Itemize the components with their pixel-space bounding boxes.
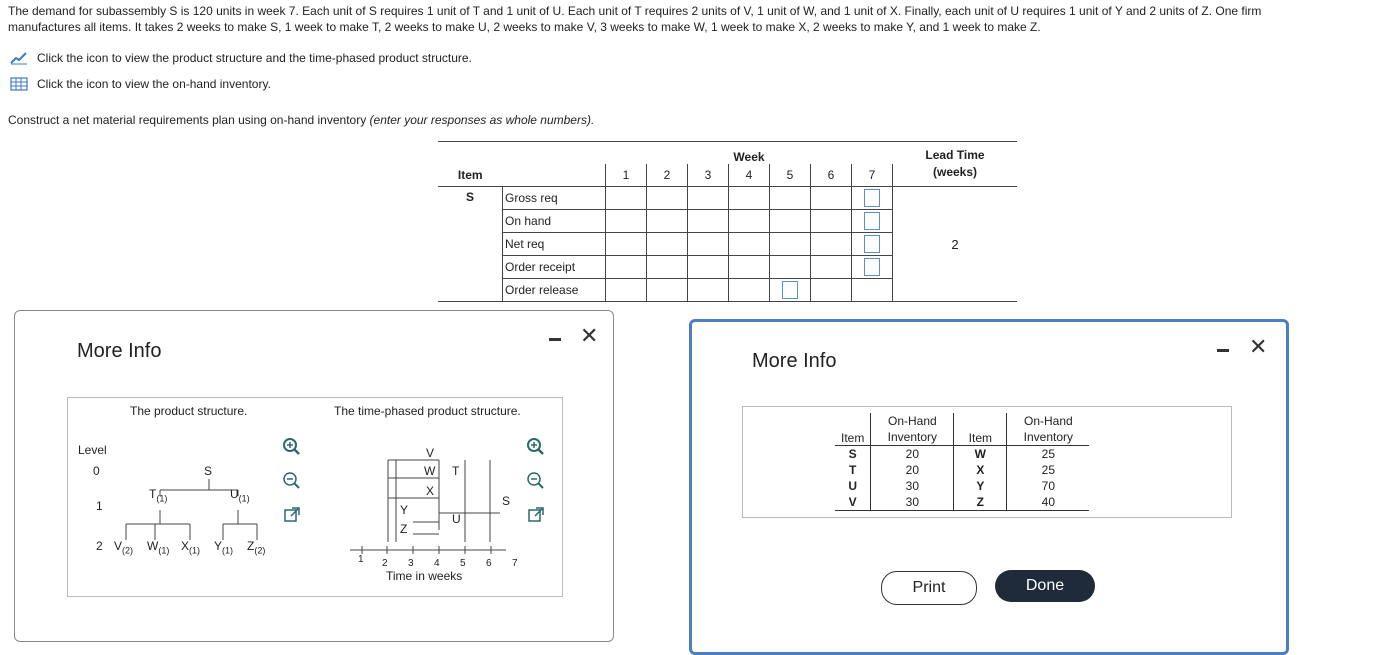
level-1: 1 [96,499,103,513]
inv-onhand-header-1b: Inventory [871,429,954,446]
inventory-panel [742,406,1232,518]
node-y-qty: (1) [222,545,234,556]
node-v-label: V [114,539,123,553]
node-u-label: U [230,487,239,501]
node-y [214,539,233,555]
inventory-link-row[interactable] [10,77,271,91]
tp-tick-2: 2 [382,558,388,569]
gross-req-week7-input[interactable] [864,189,880,207]
inv-item-header-2: Item [954,413,1007,446]
inv-val-x: 25 [1007,462,1090,478]
lead-time-header [893,142,1018,187]
inv-item-u: U [848,479,857,493]
inv-onhand-header-1a: On-Hand [871,413,954,429]
tp-tick-3: 3 [408,558,414,569]
inv-item-s: S [848,447,857,461]
tp-label-t: T [452,464,460,478]
problem-statement [8,3,1378,35]
inv-val-v: 30 [871,494,954,511]
print-button[interactable]: Print [881,571,977,605]
row-on-hand: On hand [503,210,606,233]
chart-icon[interactable] [10,51,28,65]
node-u-qty: (1) [238,493,250,504]
close-button-inventory[interactable]: ✕ [1249,334,1268,359]
week-4: 4 [729,164,770,187]
week-6: 6 [811,164,852,187]
zoom-out-icon[interactable] [281,470,301,490]
node-v [114,539,133,555]
node-w [147,539,169,555]
window-title: More Info [77,340,162,362]
node-x-label: X [181,539,190,553]
tp-tick-5: 5 [460,558,466,569]
item-header: Item [438,164,503,187]
tp-label-x: X [426,484,435,498]
week-3: 3 [688,164,729,187]
level-2: 2 [96,539,103,553]
lead-time-label: Lead Time [925,148,985,162]
node-v-qty: (2) [122,545,134,556]
time-axis-label: Time in weeks [386,569,463,583]
tp-label-z: Z [400,522,408,536]
inventory-link-text[interactable]: Click the icon to view the on-hand inventory. [37,77,271,91]
window-title-inventory: More Info [752,350,837,372]
node-t-qty: (1) [156,493,168,504]
order-receipt-week7-input[interactable] [864,258,880,276]
tp-tick-4: 4 [434,558,440,569]
minimize-button-inventory[interactable] [1217,349,1229,352]
row-net-req: Net req [503,233,606,256]
level-label: Level [78,443,107,457]
node-y-label: Y [214,539,223,553]
expand-icon-2[interactable] [527,506,545,524]
inv-item-w: W [954,446,1007,463]
tp-label-s: S [502,494,511,508]
zoom-out-icon-2[interactable] [525,470,545,490]
inv-item-x: X [954,462,1007,478]
net-req-week7-input[interactable] [864,235,880,253]
expand-icon[interactable] [283,506,301,524]
lead-time-unit: (weeks) [932,165,978,179]
node-t [149,487,167,503]
time-phased-title: The time-phased product structure. [334,404,521,418]
done-button[interactable]: Done [995,570,1095,602]
inv-val-z: 40 [1007,494,1090,511]
tp-tick-6: 6 [486,558,492,569]
item-s: S [438,187,503,302]
structure-panel [67,397,563,597]
inv-item-z: Z [954,494,1007,511]
tp-tick-7: 7 [512,558,518,569]
close-button[interactable]: ✕ [580,323,599,348]
structure-link-row[interactable] [10,51,472,65]
inv-val-u: 30 [871,478,954,494]
inv-val-y: 70 [1007,478,1090,494]
inv-item-v: V [835,494,871,511]
tp-label-v: V [426,446,435,460]
row-order-release: Order release [503,279,606,302]
more-info-window-structure [14,310,614,642]
zoom-in-icon-2[interactable] [525,436,545,456]
node-s: S [204,464,213,478]
node-x-qty: (1) [189,545,201,556]
row-order-receipt: Order receipt [503,256,606,279]
inventory-table [835,413,1089,511]
node-w-label: W [147,539,159,553]
order-release-week5-input[interactable] [782,281,798,299]
node-w-qty: (1) [158,545,170,556]
tp-label-y: Y [400,503,409,517]
structure-link-text[interactable]: Click the icon to view the product structure and the time-phased product structure. [37,51,472,65]
week-1: 1 [606,164,647,187]
node-z-qty: (2) [254,545,266,556]
minimize-button[interactable] [549,338,561,341]
instruction-note: (enter your responses as whole numbers). [369,113,595,127]
week-header: Week [606,142,893,165]
inv-item-t: T [849,463,857,477]
week-7: 7 [852,164,893,187]
lead-time-value: 2 [893,187,1018,302]
inv-val-w: 25 [1007,446,1090,463]
inv-val-s: 20 [871,446,954,463]
node-u [230,487,250,503]
inv-item-header-1: Item [835,413,871,446]
inv-onhand-header-2b: Inventory [1007,429,1090,446]
instruction [8,113,594,127]
on-hand-week7-input[interactable] [864,212,880,230]
problem-line-1: The demand for subassembly S is 120 units in week 7. Each unit of S requires 1 unit of T and 1 unit of U. Each unit of T requires 2 units of V, 1 unit of W, and 1 unit of X. Finally, each unit of U requires 1 unit of Y and 2 units of Z. One firm [8,4,1262,18]
inv-onhand-header-2a: On-Hand [1007,413,1090,429]
inv-val-t: 20 [871,462,954,478]
week-5: 5 [770,164,811,187]
tp-label-w: W [424,464,436,478]
table-icon[interactable] [10,77,28,91]
node-z-label: Z [247,539,255,553]
mrp-table [438,141,1017,302]
more-info-window-inventory [689,319,1289,655]
tp-tick-1: 1 [358,554,364,565]
zoom-in-icon[interactable] [281,436,301,456]
product-structure-tree [68,398,288,596]
node-z [247,539,265,555]
node-t-label: T [149,487,157,501]
problem-line-2: manufactures all items. It takes 2 weeks to make S, 1 week to make T, 2 weeks to make U, 2 weeks to make V, 3 weeks to make W, 1 week to make X, 2 weeks to make Y, and 1 week to make Z. [8,20,1041,34]
product-structure-title: The product structure. [130,404,248,418]
instruction-main: Construct a net material requirements plan using on-hand inventory [8,113,370,127]
week-2: 2 [647,164,688,187]
row-gross-req: Gross req [503,187,606,210]
inv-item-y: Y [954,478,1007,494]
node-x [181,539,200,555]
level-0: 0 [93,464,100,478]
tp-label-u: U [452,512,461,526]
